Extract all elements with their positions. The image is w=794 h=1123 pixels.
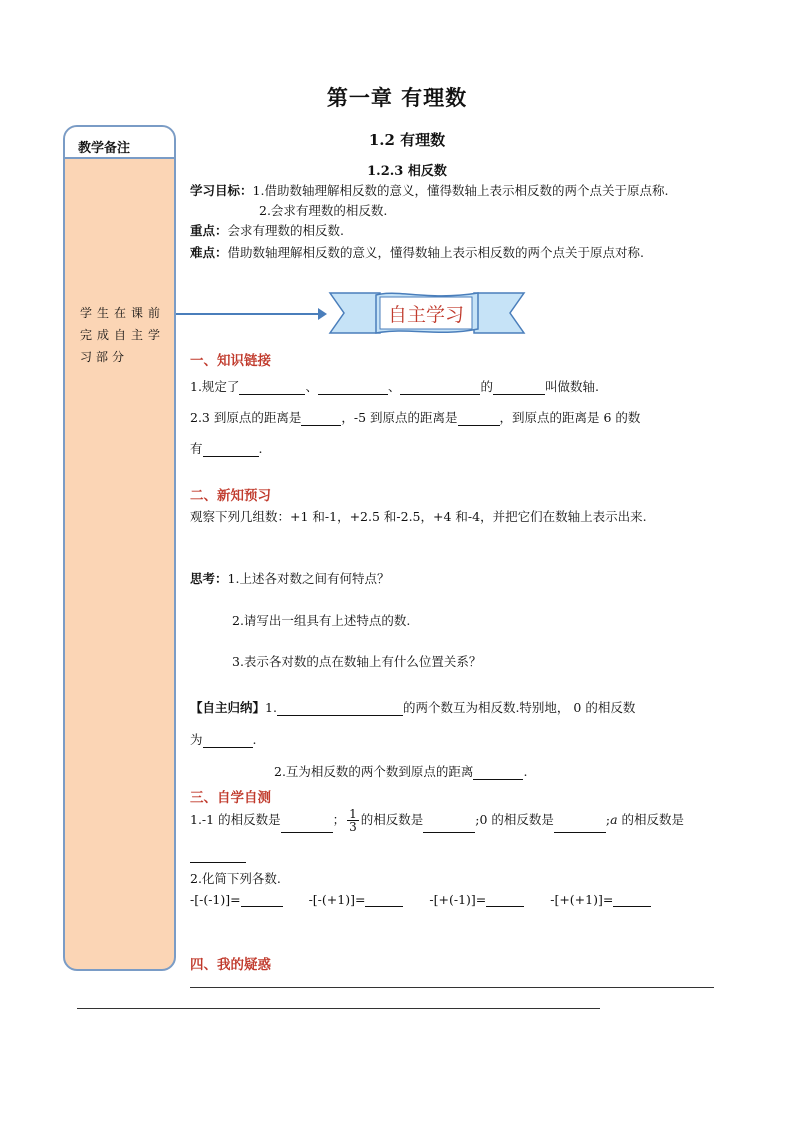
difficulty-text: 借助数轴理解相反数的意义，懂得数轴上表示相反数的两个点关于原点对称. bbox=[227, 245, 644, 260]
summary-label: 【自主归纳】 bbox=[190, 700, 266, 715]
simplify-expr-2: -[-(+1)]= bbox=[308, 892, 366, 907]
simplify-row bbox=[190, 892, 651, 907]
answer-blank[interactable] bbox=[400, 381, 480, 395]
pointer-arrow-line bbox=[176, 313, 322, 315]
p3-q1-e: 的相反数是 bbox=[617, 812, 685, 827]
p3-q1-c: ;0 的相反数是 bbox=[475, 812, 554, 827]
answer-blank[interactable] bbox=[365, 893, 403, 907]
summary-2 bbox=[274, 762, 527, 780]
answer-blank[interactable] bbox=[423, 819, 475, 833]
answer-blank[interactable] bbox=[554, 819, 606, 833]
q1-sep-2: 、 bbox=[387, 379, 401, 394]
part1-heading: 一、知识链接 bbox=[190, 353, 271, 369]
summary-1-cont bbox=[190, 730, 257, 748]
answer-blank[interactable] bbox=[493, 381, 545, 395]
think-2: 2.请写出一组具有上述特点的数. bbox=[232, 613, 411, 628]
p3-q1-a: 1.-1 的相反数是 bbox=[190, 812, 281, 827]
goal-text-1: 1.借助数轴理解相反数的意义，懂得数轴上表示相反数的两个点关于原点称. bbox=[252, 183, 669, 198]
q2-text-a: 2.3 到原点的距离是 bbox=[190, 410, 302, 425]
answer-blank[interactable] bbox=[318, 381, 388, 395]
part4-heading: 四、我的疑惑 bbox=[190, 957, 271, 973]
teaching-notes-sidebar bbox=[63, 125, 176, 971]
answer-blank[interactable] bbox=[281, 819, 333, 833]
difficulty-label: 难点： bbox=[190, 245, 228, 260]
key-label: 重点： bbox=[190, 223, 228, 238]
banner-right-ribbon bbox=[474, 293, 524, 333]
simplify-expr-1: -[-(-1)]= bbox=[190, 892, 241, 907]
q2-text-d: 有 bbox=[190, 441, 203, 456]
banner-left-ribbon bbox=[330, 293, 380, 333]
q1-sep-1: 、 bbox=[305, 379, 318, 394]
answer-line[interactable] bbox=[77, 1008, 600, 1009]
p3-q1-d: ; bbox=[605, 812, 611, 827]
summary-2-end: . bbox=[523, 764, 528, 779]
part1-question-2 bbox=[190, 408, 640, 426]
sidebar-note: 学生在课前完成自主学习部分 bbox=[80, 306, 164, 364]
observe-text: 观察下列几组数：+1 和-1，+2.5 和-2.5，+4 和-4，并把它们在数轴上表示出来. bbox=[190, 509, 647, 524]
summary-1 bbox=[190, 698, 635, 716]
part3-question-1-cont bbox=[190, 848, 246, 863]
learning-goal-1 bbox=[190, 181, 668, 200]
self-study-banner bbox=[328, 285, 526, 341]
summary-1-c: 为 bbox=[190, 732, 203, 747]
think-1 bbox=[190, 569, 389, 587]
variable-a: a bbox=[610, 812, 618, 827]
fraction-denominator: 3 bbox=[349, 820, 357, 834]
key-text: 会求有理数的相反数. bbox=[227, 223, 344, 238]
answer-blank[interactable] bbox=[239, 381, 305, 395]
think-1-text: 1.上述各对数之间有何特点？ bbox=[227, 571, 390, 586]
fraction-numerator: 1 bbox=[349, 807, 357, 821]
learning-goal-2: 2.会求有理数的相反数. bbox=[259, 203, 388, 218]
summary-1-b: 的两个数互为相反数.特别地， 0 的相反数 bbox=[402, 700, 636, 715]
q1-text-de: 的 bbox=[480, 379, 493, 394]
q1-text-a: 1.规定了 bbox=[190, 379, 240, 394]
simplify-expr-4: -[+(+1)]= bbox=[550, 892, 614, 907]
part2-heading: 二、新知预习 bbox=[190, 488, 271, 504]
q2-text-c: ，到原点的距离是 6 的数 bbox=[499, 410, 641, 425]
part1-question-1 bbox=[190, 377, 599, 395]
simplify-expr-3: -[+(-1)]= bbox=[429, 892, 487, 907]
answer-blank[interactable] bbox=[613, 893, 651, 907]
think-3: 3.表示各对数的点在数轴上有什么位置关系？ bbox=[232, 654, 482, 669]
section-title: 1.2 有理数 bbox=[368, 131, 446, 149]
answer-blank[interactable] bbox=[190, 849, 246, 863]
answer-blank[interactable] bbox=[486, 893, 524, 907]
answer-blank[interactable] bbox=[203, 443, 259, 457]
think-label: 思考： bbox=[190, 571, 228, 586]
banner-text: 自主学习 bbox=[387, 304, 465, 326]
summary-1-end: . bbox=[252, 732, 257, 747]
difficult-point bbox=[190, 243, 644, 262]
arrow-right-icon bbox=[318, 308, 327, 320]
answer-blank[interactable] bbox=[203, 734, 253, 748]
q1-text-end: 叫做数轴. bbox=[544, 379, 599, 394]
q2-text-end: . bbox=[258, 441, 263, 456]
chapter-title: 第一章 有理数 bbox=[326, 85, 468, 110]
answer-blank[interactable] bbox=[473, 766, 523, 780]
answer-line[interactable] bbox=[190, 987, 714, 988]
answer-blank[interactable] bbox=[277, 702, 403, 716]
part1-question-2-cont bbox=[190, 439, 263, 457]
part3-question-2: 2.化简下列各数. bbox=[190, 871, 281, 886]
answer-blank[interactable] bbox=[241, 893, 283, 907]
part3-heading: 三、自学自测 bbox=[190, 790, 271, 806]
q2-text-b: ，-5 到原点的距离是 bbox=[341, 410, 458, 425]
part3-question-1 bbox=[190, 808, 684, 833]
answer-blank[interactable] bbox=[301, 412, 341, 426]
fraction-one-third bbox=[347, 808, 359, 833]
answer-blank[interactable] bbox=[458, 412, 500, 426]
key-point bbox=[190, 221, 344, 240]
sidebar-title: 教学备注 bbox=[78, 141, 131, 156]
goal-label: 学习目标： bbox=[190, 183, 253, 198]
summary-2-text: 2.互为相反数的两个数到原点的距离 bbox=[274, 764, 474, 779]
p3-q1-semi: ； bbox=[332, 812, 346, 827]
p3-q1-b: 的相反数是 bbox=[360, 812, 424, 827]
subsection-title: 1.2.3 相反数 bbox=[367, 164, 447, 179]
summary-1-a: 1. bbox=[265, 700, 277, 715]
